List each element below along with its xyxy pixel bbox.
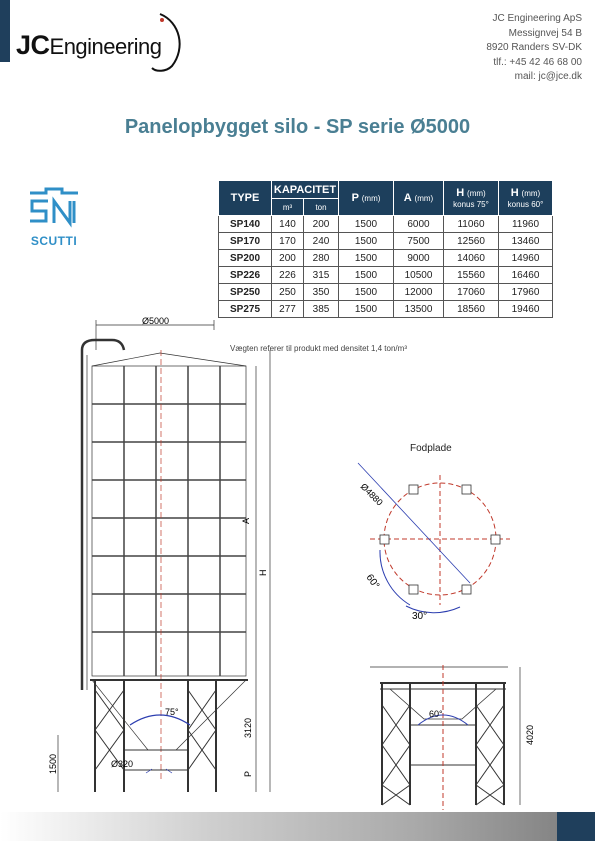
cell-m3: 200 [272,250,304,267]
logo-swoosh-icon [150,8,186,74]
contact-mail: mail: jc@jce.dk [514,71,582,82]
density-note: Vægten referer til produkt med densitet 1,4 ton/m³ [230,344,407,353]
cell-h60: 13460 [499,233,553,250]
cell-h60: 19460 [499,301,553,318]
th-h75-sub: konus 75° [453,199,489,209]
th-h60-sub: konus 60° [507,199,544,209]
cell-a: 13500 [394,301,444,318]
cell-ton: 280 [304,250,339,267]
table-row [219,267,553,284]
silo-drawing [0,310,300,810]
label-h: H [258,569,268,576]
fodplade-diagram [350,455,520,625]
cell-h75: 11060 [444,216,499,233]
cell-h75: 15560 [444,267,499,284]
cell-type: SP275 [219,301,272,318]
th-h60-label: H [510,186,519,199]
frame-drawing [370,665,550,810]
cell-type: SP140 [219,216,272,233]
cell-p: 1500 [339,301,394,318]
cell-a: 9000 [394,250,444,267]
cell-h60: 17960 [499,284,553,301]
bolt-plate [462,585,471,594]
bolt-plate [491,535,500,544]
cell-p: 1500 [339,233,394,250]
cell-h75: 12560 [444,233,499,250]
cell-m3: 170 [272,233,304,250]
cell-h60: 11960 [499,216,553,233]
label-a: A [241,517,251,524]
bolt-plate [462,485,471,494]
cell-ton: 240 [304,233,339,250]
cell-m3: 250 [272,284,304,301]
scutti-emblem-icon [24,185,84,229]
label-frame-height: 4020 [525,724,535,745]
cell-type: SP170 [219,233,272,250]
contact-block [486,12,582,85]
cell-ton: 350 [304,284,339,301]
cell-p: 1500 [339,250,394,267]
footer-band [0,812,595,841]
cell-type: SP250 [219,284,272,301]
spec-table [218,180,553,318]
cell-m3: 140 [272,216,304,233]
cell-p: 1500 [339,216,394,233]
label-frame-angle: 60° [429,709,443,719]
th-h75-label: H [456,186,465,199]
contact-company: JC Engineering ApS [492,13,582,24]
bolt-plate [409,485,418,494]
cell-m3: 226 [272,267,304,284]
cell-a: 7500 [394,233,444,250]
logo-accent-bar [0,0,10,62]
th-m3: m³ [272,199,304,216]
label-outlet: Ø320 [111,759,134,769]
th-type: TYPE [219,181,272,216]
th-h60 [499,181,553,216]
th-p-label: P [351,192,359,204]
cell-h75: 18560 [444,301,499,318]
cell-h60: 16460 [499,267,553,284]
label-circle: Ø4880 [358,481,385,508]
table-row [219,284,553,301]
contact-city: 8920 Randers SV-DK [486,42,582,53]
cell-a: 6000 [394,216,444,233]
th-a [394,181,444,216]
th-kapacitet: KAPACITET [272,181,339,199]
fodplade-title: Fodplade [410,443,452,454]
bolt-plate [409,585,418,594]
scutti-label: SCUTTI [30,234,78,248]
cell-a: 12000 [394,284,444,301]
footer-accent-block [557,812,595,841]
cell-h75: 17060 [444,284,499,301]
table-row [219,250,553,267]
th-h75 [444,181,499,216]
contact-street: Messignvej 54 B [508,27,582,39]
cell-ton: 315 [304,267,339,284]
cell-m3: 277 [272,301,304,318]
table-row [219,233,553,250]
label-diameter: Ø5000 [142,316,170,326]
cell-a: 10500 [394,267,444,284]
company-logo [16,30,161,61]
table-row [219,216,553,233]
th-p [339,181,394,216]
scutti-logo [20,185,88,248]
cell-h60: 14960 [499,250,553,267]
th-a-label: A [403,192,412,204]
bolt-plate [380,535,389,544]
page-title: Panelopbygget silo - SP serie Ø5000 [124,116,471,138]
label-angle-30: 30° [412,611,428,622]
cell-type: SP200 [219,250,272,267]
label-3120: 3120 [243,717,253,738]
cell-type: SP226 [219,267,272,284]
cell-h75: 14060 [444,250,499,267]
silo-body [92,366,246,676]
th-a-unit: (mm) [414,194,434,203]
label-1500: 1500 [48,753,58,774]
silo-ladder [82,340,124,690]
logo-word: Engineering [49,34,162,59]
cell-p: 1500 [339,284,394,301]
label-angle-60: 60° [363,572,382,592]
th-ton: ton [304,199,339,216]
th-h60-unit: (mm) [521,188,541,198]
silo-roof [92,353,246,366]
label-p: P [243,770,253,777]
contact-phone: tlf.: +45 42 46 68 00 [493,56,582,68]
label-cone-angle: 75° [165,707,179,717]
cell-p: 1500 [339,267,394,284]
cell-ton: 385 [304,301,339,318]
logo-prefix: JC [16,30,50,60]
th-h75-unit: (mm) [467,188,486,198]
th-p-unit: (mm) [361,194,381,203]
cell-ton: 200 [304,216,339,233]
